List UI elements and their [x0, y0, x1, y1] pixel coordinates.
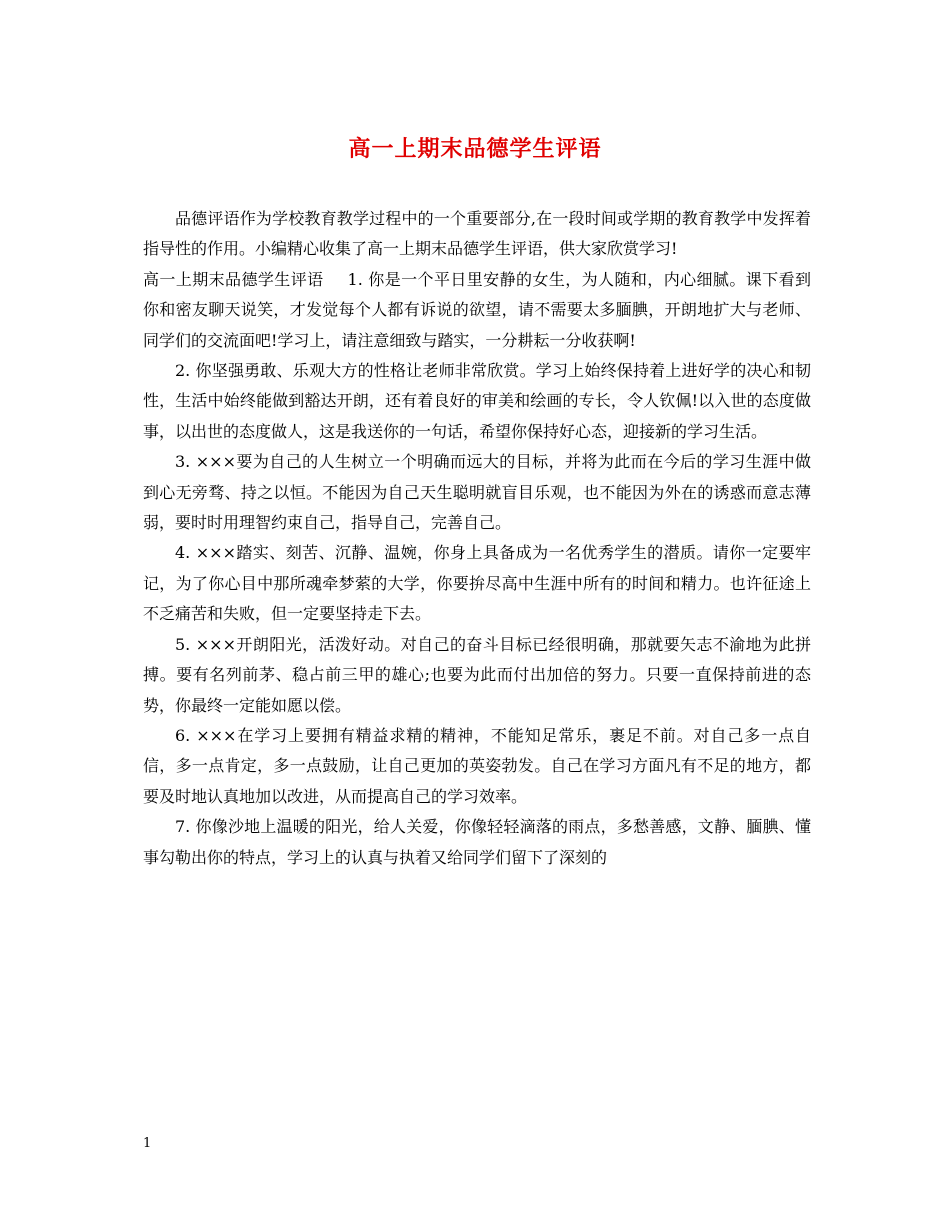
document-body	[143, 204, 811, 873]
comment-paragraph-2: 2. 你坚强勇敢、乐观大方的性格让老师非常欣赏。学习上始终保持着上进好学的决心和韧性，生活中始终能做到豁达开朗，还有着良好的审美和绘画的专长，令人钦佩!以入世的态度做事，以出世的态度做人，这是我送你的一句话，希望你保持好心态，迎接新的学习生活。	[143, 361, 811, 441]
comment-paragraph-7: 7. 你像沙地上温暖的阳光，给人关爱，你像轻轻滴落的雨点，多愁善感，文静、腼腆、懂事勾勒出你的特点，学习上的认真与执着又给同学们留下了深刻的	[143, 817, 811, 867]
intro-paragraph: 品德评语作为学校教育教学过程中的一个重要部分,在一段时间或学期的教育教学中发挥着指导性的作用。小编精心收集了高一上期末品德学生评语，供大家欣赏学习!	[143, 209, 811, 259]
comment-text-1: 1. 你是一个平日里安静的女生，为人随和，内心细腻。课下看到你和密友聊天说笑，才发觉每个人都有诉说的欲望，请不需要太多腼腆，开朗地扩大与老师、同学们的交流面吧!学习上，请注意细致与踏实，一分耕耘一分收获啊!	[143, 269, 811, 350]
section-label: 高一上期末品德学生评语	[143, 269, 324, 289]
document-title: 高一上期末品德学生评语	[348, 136, 602, 162]
comment-paragraph-5: 5. ×××开朗阳光，活泼好动。对自己的奋斗目标已经很明确，那就要矢志不渝地为此拼搏。要有名列前茅、稳占前三甲的雄心;也要为此而付出加倍的努力。只要一直保持前进的态势，你最终一定能如愿以偿。	[143, 634, 811, 715]
comment-paragraph-1	[143, 265, 811, 356]
comment-paragraph-6: 6. ×××在学习上要拥有精益求精的精神，不能知足常乐，裹足不前。对自己多一点自信，多一点肯定，多一点鼓励，让自己更加的英姿勃发。自己在学习方面凡有不足的地方，都要及时地认真地加以改进，从而提高自己的学习效率。	[143, 725, 811, 806]
page-number: 1	[143, 1136, 152, 1151]
comment-paragraph-4: 4. ×××踏实、刻苦、沉静、温婉，你身上具备成为一名优秀学生的潜质。请你一定要牢记，为了你心目中那所魂牵梦萦的大学，你要拚尽高中生涯中所有的时间和精力。也许征途上不乏痛苦和失败，但一定要坚持走下去。	[143, 543, 811, 624]
label-spacer	[324, 270, 348, 289]
comment-paragraph-3: 3. ×××要为自己的人生树立一个明确而远大的目标，并将为此而在今后的学习生涯中做到心无旁骛、持之以恒。不能因为自己天生聪明就盲目乐观，也不能因为外在的诱惑而意志薄弱，要时时用理智约束自己，指导自己，完善自己。	[143, 452, 811, 533]
